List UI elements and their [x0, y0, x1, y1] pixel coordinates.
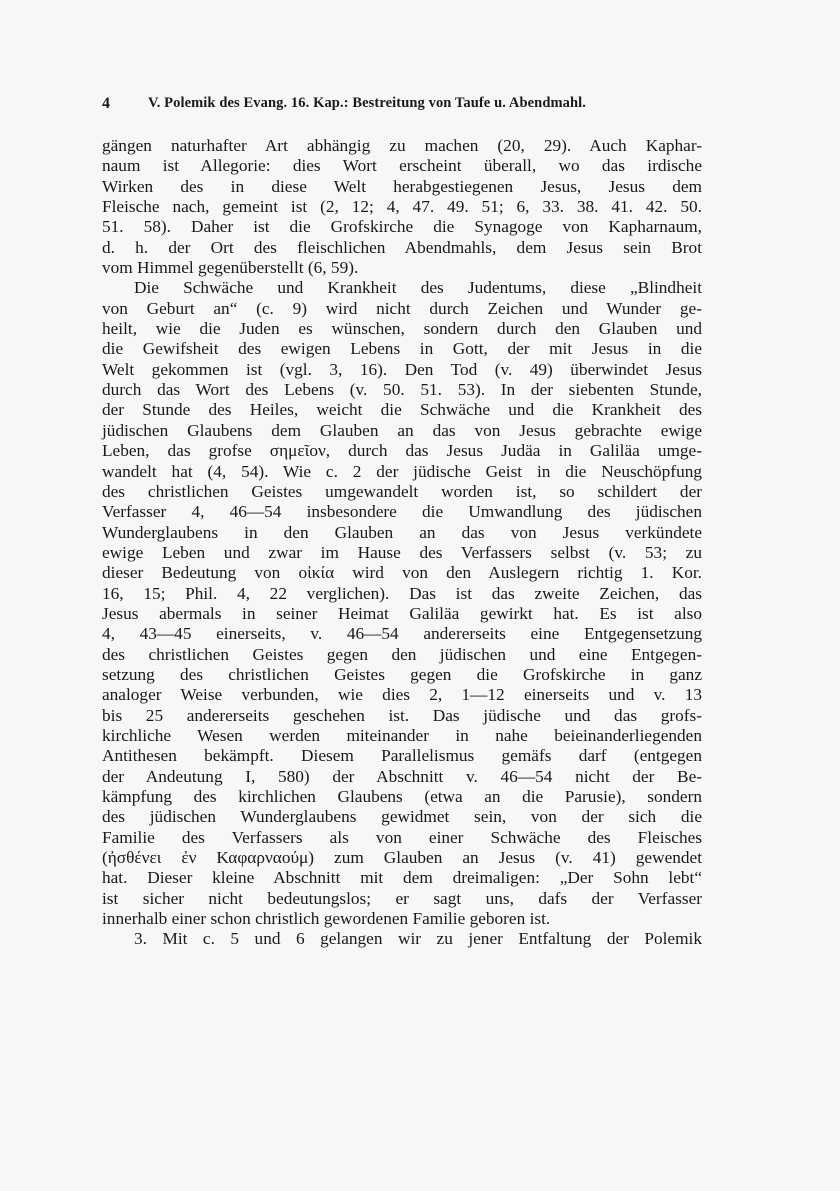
- text-line: Die Schwäche und Krankheit des Judentums, diese „Blindheit: [134, 278, 702, 298]
- text-line: 3. Mit c. 5 und 6 gelangen wir zu jener Entfaltung der Polemik: [134, 929, 702, 949]
- text-line: setzung des christlichen Geistes gegen die Grofskirche in ganz: [102, 664, 702, 684]
- text-line: der Stunde des Heiles, weicht die Schwäche und die Krankheit des: [102, 400, 702, 420]
- paragraph-3: [102, 929, 702, 949]
- body-text: [102, 136, 702, 950]
- text-line: vom Himmel gegenüberstellt (6, 59).: [102, 258, 359, 278]
- text-line: Verfasser 4, 46—54 insbesondere die Umwandlung des jüdischen: [102, 502, 702, 522]
- text-line: ist sicher nicht bedeutungslos; er sagt uns, dafs der Verfasser: [102, 888, 702, 908]
- text-line: d. h. der Ort des fleischlichen Abendmahls, dem Jesus sein Brot: [102, 237, 702, 257]
- text-line: die Gewifsheit des ewigen Lebens in Gott, der mit Jesus in die: [102, 339, 702, 359]
- paragraph-2: [102, 278, 702, 929]
- text-line: kämpfung des kirchlichen Glaubens (etwa an die Parusie), sondern: [102, 787, 702, 806]
- page-number: 4: [102, 95, 110, 112]
- text-line: jüdischen Glaubens dem Glauben an das von Jesus gebrachte ewige: [102, 420, 702, 440]
- text-line: 51. 58). Daher ist die Grofskirche die Synagoge von Kapharnaum,: [102, 217, 702, 237]
- text-line: des jüdischen Wunderglaubens gewidmet sein, von der sich die: [102, 807, 702, 827]
- paragraph-1: [102, 136, 702, 278]
- text-line: ewige Leben und zwar im Hause des Verfassers selbst (v. 53; zu: [102, 542, 702, 562]
- text-line: der Andeutung I, 580) der Abschnitt v. 46—54 nicht der Be-: [102, 766, 702, 786]
- text-line: Leben, das grofse σημεῖον, durch das Jesus Judäa in Galiläa umge-: [102, 441, 702, 461]
- text-line: kirchliche Wesen werden miteinander in nahe beieinanderliegenden: [102, 725, 702, 745]
- text-line: von Geburt an“ (c. 9) wird nicht durch Zeichen und Wunder ge-: [102, 298, 702, 318]
- text-line: analoger Weise verbunden, wie dies 2, 1—12 einerseits und v. 13: [102, 685, 702, 705]
- text-line: naum ist Allegorie: dies Wort erscheint überall, wo das irdische: [102, 156, 702, 176]
- running-head-title: V. Polemik des Evang. 16. Kap.: Bestreitung von Taufe u. Abendmahl.: [148, 95, 587, 111]
- text-line: Jesus abermals in seiner Heimat Galiläa gewirkt hat. Es ist also: [102, 603, 702, 623]
- text-line: (ἠσθένει ἐν Καφαρναούμ) zum Glauben an Jesus (v. 41) gewendet: [102, 848, 702, 868]
- text-line: Familie des Verfassers als von einer Schwäche des Fleisches: [102, 827, 702, 847]
- text-line: hat. Dieser kleine Abschnitt mit dem dreimaligen: „Der Sohn lebt“: [102, 868, 702, 888]
- text-line: des christlichen Geistes umgewandelt worden ist, so schildert der: [102, 481, 702, 501]
- text-line: durch das Wort des Lebens (v. 50. 51. 53). In der siebenten Stunde,: [102, 380, 702, 400]
- text-line: innerhalb einer schon christlich gewordenen Familie geboren ist.: [102, 909, 551, 929]
- text-line: gängen naturhafter Art abhängig zu machen (20, 29). Auch Kaphar-: [102, 136, 702, 155]
- text-line: Wirken des in diese Welt herabgestiegenen Jesus, Jesus dem: [102, 176, 702, 196]
- text-line: Fleische nach, gemeint ist (2, 12; 4, 47. 49. 51; 6, 33. 38. 41. 42. 50.: [102, 197, 702, 217]
- text-line: Antithesen bekämpft. Diesem Parallelismus gemäfs darf (entgegen: [102, 746, 702, 766]
- text-line: Welt gekommen ist (vgl. 3, 16). Den Tod (v. 49) überwindet Jesus: [102, 359, 702, 379]
- text-line: 4, 43—45 einerseits, v. 46—54 andererseits eine Entgegensetzung: [102, 624, 702, 644]
- text-line: Wunderglaubens in den Glauben an das von Jesus verkündete: [102, 522, 702, 542]
- text-line: dieser Bedeutung von οἰκία wird von den Auslegern richtig 1. Kor.: [102, 563, 702, 583]
- text-line: wandelt hat (4, 54). Wie c. 2 der jüdische Geist in die Neuschöpfung: [102, 461, 702, 481]
- text-line: 16, 15; Phil. 4, 22 verglichen). Das ist das zweite Zeichen, das: [102, 583, 702, 603]
- text-line: bis 25 andererseits geschehen ist. Das jüdische und das grofs-: [102, 705, 702, 725]
- text-line: heilt, wie die Juden es wünschen, sondern durch den Glauben und: [102, 319, 702, 339]
- text-line: des christlichen Geistes gegen den jüdischen und eine Entgegen-: [102, 644, 702, 664]
- running-header: [102, 95, 702, 115]
